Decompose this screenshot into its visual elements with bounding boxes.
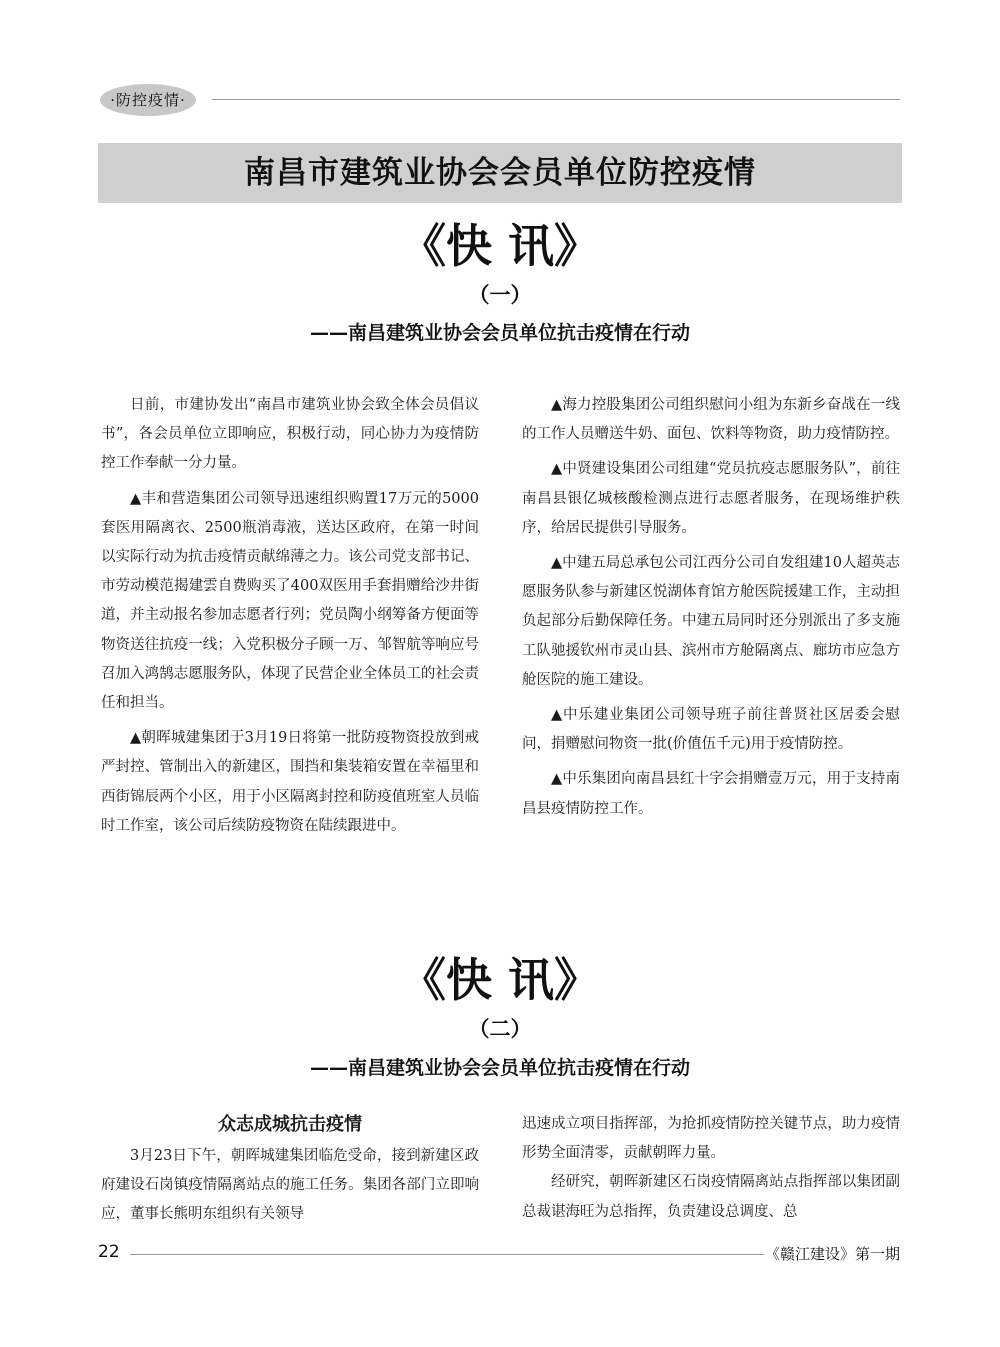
paragraph: 日前，市建协发出“南昌市建筑业协会致全体会员倡议书”，各会员单位立即响应，积极行动，同心协力为疫情防控工作奉献一分力量。	[101, 397, 479, 472]
page-number: 22	[98, 1242, 120, 1262]
bulletin-1-right-column	[522, 391, 900, 830]
bulletin-2-left-column	[101, 1110, 479, 1230]
footer-divider	[130, 1254, 764, 1255]
bulletin-1-left-column	[101, 391, 479, 847]
paragraph: ▲朝晖城建集团于3月19日将第一批防疫物资投放到戒严封控、管制出入的新建区，围挡和集装箱安置在幸福里和西街锦辰两个小区，用于小区隔离封控和防疫值班室人员临时工作室，该公司后续防疫物资在陆续跟进中。	[101, 730, 479, 834]
article-heading: 众志成城抗击疫情	[218, 1114, 362, 1135]
bulletin-2-title: 《快 讯》	[399, 953, 600, 1007]
section-tag: ·防控疫情·	[100, 84, 196, 116]
paragraph-continuation: 迅速成立项目指挥部，为抢抓疫情防控关键节点，助力疫情形势全面清零，贡献朝晖力量。	[522, 1116, 900, 1162]
paragraph: 经研究，朝晖新建区石岗疫情隔离站点指挥部以集团副总裁谌海旺为总指挥，负责建设总调度、总	[522, 1174, 900, 1220]
bulletin-2-number: （二）	[468, 1016, 532, 1041]
paragraph: ▲中建五局总承包公司江西分公司自发组建10人超英志愿服务队参与新建区悦湖体育馆方舱医院援建工作，主动担负起部分后勤保障任务。中建五局同时还分别派出了多支施工队驰援钦州市灵山县、滨州市方舱隔离点、廊坊市应急方舱医院的施工建设。	[522, 555, 900, 688]
bulletin-2-right-column	[522, 1110, 900, 1227]
bulletin-1-title: 《快 讯》	[399, 219, 600, 273]
header-divider	[212, 99, 900, 100]
paragraph: ▲中贤建设集团公司组建“党员抗疫志愿服务队”，前往南昌县银亿城核酸检测点进行志愿者服务，在现场维护秩序，给居民提供引导服务。	[522, 461, 900, 536]
bulletin-1-number: （一）	[468, 282, 532, 307]
paragraph: ▲丰和营造集团公司领导迅速组织购置17万元的5000套医用隔离衣、2500瓶消毒液，送达区政府，在第一时间以实际行动为抗击疫情贡献绵薄之力。该公司党支部书记、市劳动模范揭建雲自费购买了400双医用手套捐赠给沙井街道，并主动报名参加志愿者行列；党员陶小纲筹备方便面等物资送往抗疫一线；入党积极分子顾一万、邹智航等响应号召加入鸿鹄志愿服务队，体现了民营企业全体员工的社会责任和担当。	[101, 490, 479, 712]
paragraph: ▲中乐建业集团公司领导班子前往普贤社区居委会慰问，捐赠慰问物资一批(价值伍千元)用于疫情防控。	[522, 707, 900, 753]
banner-title: 南昌市建筑业协会会员单位防控疫情	[98, 143, 902, 203]
paragraph: 3月23日下午，朝晖城建集团临危受命，接到新建区政府建设石岗镇疫情隔离站点的施工任务。集团各部门立即响应，董事长熊明东组织有关领导	[101, 1148, 479, 1223]
paragraph: ▲中乐集团向南昌县红十字会捐赠壹万元，用于支持南昌县疫情防控工作。	[522, 771, 900, 817]
paragraph: ▲海力控股集团公司组织慰问小组为东新乡奋战在一线的工作人员赠送牛奶、面包、饮料等物资，助力疫情防控。	[522, 397, 900, 443]
bulletin-1-subtitle: ——南昌建筑业协会会员单位抗击疫情在行动	[309, 322, 690, 344]
journal-name: 《赣江建设》第一期	[764, 1245, 900, 1263]
bulletin-2-subtitle: ——南昌建筑业协会会员单位抗击疫情在行动	[309, 1057, 690, 1079]
